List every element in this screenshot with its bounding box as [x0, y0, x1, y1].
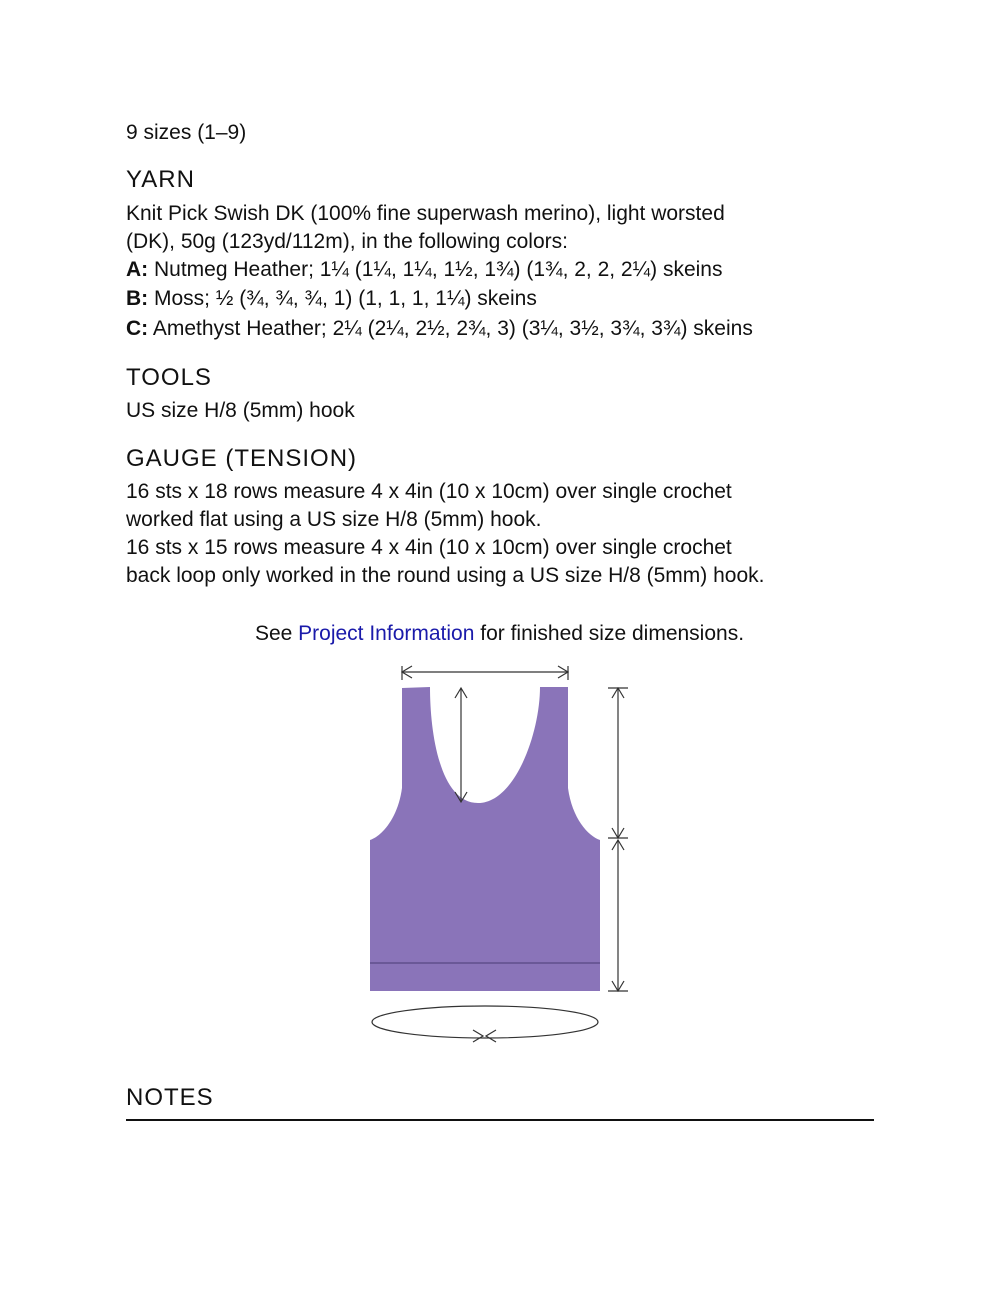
gauge-heading: GAUGE (TENSION): [126, 445, 358, 472]
yarn-color-c: [126, 315, 753, 343]
color-key-a: A:: [126, 258, 149, 281]
gauge-line-3: 16 sts x 15 rows measure 4 x 4in (10 x 10cm) over single crochet: [126, 536, 732, 559]
see-before: See: [254, 622, 299, 645]
tools-text: US size H/8 (5mm) hook: [126, 399, 355, 422]
yarn-heading: YARN: [126, 166, 195, 193]
see-project-info: [0, 622, 999, 646]
yarn-desc-line-1: Knit Pick Swish DK (100% fine superwash merino), light worsted: [126, 202, 725, 225]
yarn-desc-line-2: (DK), 50g (123yd/112m), in the following colors:: [126, 230, 568, 253]
circumference-arrow: [372, 1006, 598, 1042]
color-text-b: Moss; ½ (¾, ¾, ¾, 1) (1, 1, 1, 1¼) skeins: [148, 287, 537, 310]
armhole-depth-arrow: [608, 688, 628, 838]
garment-shape: [370, 687, 600, 963]
tools-heading: TOOLS: [126, 364, 212, 391]
color-text-c: Amethyst Heather; 2¼ (2¼, 2½, 2¾, 3) (3¼, 3½, 3¾, 3¾) skeins: [148, 317, 753, 340]
top-width-arrow: [402, 666, 568, 680]
gauge-line-2: worked flat using a US size H/8 (5mm) hook.: [126, 508, 542, 531]
yarn-color-a: [126, 256, 722, 284]
gauge-line-1: 16 sts x 18 rows measure 4 x 4in (10 x 10cm) over single crochet: [126, 480, 732, 503]
body-length-arrow: [608, 840, 628, 991]
sizes-text: 9 sizes (1–9): [126, 121, 247, 144]
neck-depth-arrow: [455, 688, 467, 802]
notes-divider: [126, 1119, 874, 1121]
color-text-a: Nutmeg Heather; 1¼ (1¼, 1¼, 1½, 1¾) (1¾, 2, 2, 2¼) skeins: [148, 258, 723, 281]
gauge-line-4: back loop only worked in the round using a US size H/8 (5mm) hook.: [126, 564, 765, 587]
tank-top-schematic: [360, 658, 630, 1048]
notes-heading: NOTES: [126, 1084, 214, 1111]
see-after: for finished size dimensions.: [474, 622, 745, 645]
yarn-color-b: [126, 285, 537, 313]
project-information-link[interactable]: Project Information: [298, 622, 475, 645]
hem-band: [370, 963, 600, 991]
color-key-c: C:: [126, 317, 149, 340]
color-key-b: B:: [126, 287, 149, 310]
